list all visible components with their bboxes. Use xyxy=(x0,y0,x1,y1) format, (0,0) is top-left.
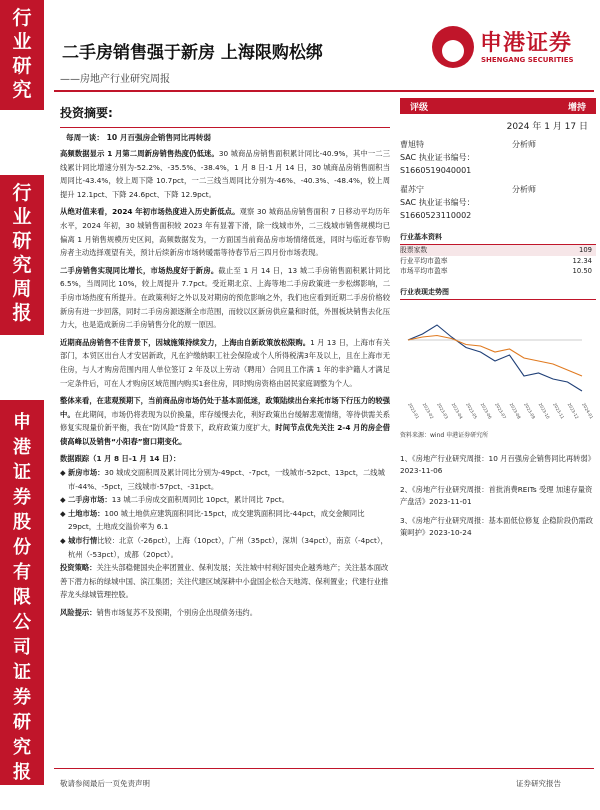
paragraph-4-lead: 近期商品房销售不佳背景下，因城施策持续发力，上海由自新政策放松限购。 xyxy=(60,337,311,347)
sidebar-char: 司 xyxy=(13,637,31,658)
sidebar-char: 究 xyxy=(12,79,32,101)
paragraph-1-body: 30 城商品房销售面积累计同比-40.9%，其中一二三线累计同比增速分别为-52.2%、-35.5%、-38.4%，1 月 8 日-1 月 14 日，30 城商品房销售面积当周同比-43.4%，较上周下降 10.7pct，一二三线当周同比分别为-46%、-40.3%、-48.4%，较上周提升 12.1pct、下降 24.6pct、下降 12.9pct。 xyxy=(60,149,390,199)
sidebar-char: 周 xyxy=(12,278,32,300)
paragraph-4 xyxy=(60,336,390,390)
basic-data-value: 109 xyxy=(579,246,592,254)
paragraph-5-tail: 时间节点优先关注 2-4 月的房企借债高峰以及销售“小阳春”窗口期变化。 xyxy=(60,423,390,446)
risk-text: 销售市场复苏不及预期，个别房企出现债务违约。 xyxy=(96,608,258,617)
investment-strategy xyxy=(60,561,390,602)
sidebar-char: 报 xyxy=(13,762,31,783)
x-tick-label: 2023-09 xyxy=(523,401,537,420)
x-tick-label: 2024-01 xyxy=(581,401,595,420)
review-item-text: 100 城土地供应建筑面积同比-15pct，成交建筑面积同比-44pct，成交金额同比 29pct，土地成交溢价率为 6.1 xyxy=(68,508,365,532)
report-subtitle: ——房地产行业研究周报 xyxy=(60,74,170,85)
weekly-topic: 每周一谈： 10 月百强房企销售同比再转弱 xyxy=(66,133,211,142)
related-report-item[interactable]: 3、《房地产行业研究周报：基本面低位修复 企稳阶段仍需政策呵护》2023-10-24 xyxy=(400,515,594,537)
x-tick-label: 2023-03 xyxy=(436,401,450,420)
basic-data-label: 行业平均市盈率 xyxy=(400,256,448,265)
review-item-label: 土地市场： xyxy=(67,508,105,518)
x-tick-label: 2023-02 xyxy=(421,401,435,420)
sidebar-char: 报 xyxy=(12,302,32,324)
paragraph-2-body: 观察 30 城商品房销售面积 7 日移动平均历年水平，2024 年初，30 城销售面积较 2023 年有显著下滑，除一线城市外，二三线城市销售规模均已偏离 1 月销售规模历史区间，高频数据发为，一方面国当前商品房市场情绪低迷，同时与临近春节购房者主动选择观望有关，预计后续新房市场转暖需等待春节后三四月份市场表现。 xyxy=(60,207,390,258)
analyst-name: 翟苏宁 xyxy=(400,185,424,194)
analyst-role: 分析师 xyxy=(512,140,536,149)
sidebar-char: 业 xyxy=(12,206,32,228)
footer-label: 证券研究报告 xyxy=(516,779,561,788)
x-tick-label: 2023-07 xyxy=(494,401,508,420)
paragraph-1 xyxy=(60,147,390,201)
analyst-cert: S1660523110002 xyxy=(400,211,472,220)
sidebar-char: 公 xyxy=(13,612,31,633)
sidebar-char: 证 xyxy=(13,662,31,683)
rating-value: 增持 xyxy=(567,102,586,113)
logo-emblem-icon xyxy=(432,26,474,68)
abstract-title: 投资摘要: xyxy=(60,106,113,120)
investment-text: 关注头部稳健国央企率团置业、保利发展；关注城中村利好国央企越秀地产；关注基本面改善下潜力标的绿城中国、滨江集团；关注代建区域深耕中小盘国企松合天地湾、保利置业；代建行业推荐龙头绿城管理控股。 xyxy=(60,563,389,600)
sidebar-char: 券 xyxy=(13,687,31,708)
review-item-land: ◆ 土地市场：100 城土地供应建筑面积同比-15pct，成交建筑面积同比-44pct，成交金额同比 29pct，土地成交溢价率为 6.1 xyxy=(60,508,365,532)
sidebar-char: 股 xyxy=(13,512,31,533)
risk-label: 风险提示： xyxy=(60,608,97,617)
logo-name: 申港证券 xyxy=(480,31,573,56)
paragraph-3-body: 截止至 1 月 14 日，13 城二手房销售面积累计同比 6.5%，当周同比 10%，较上周提升 7.7pct。受近期北京、上海等地二手房政策进一步松绑影响，二手房市场热度有所提升。在政策利好之外以及对期房的预危影响之外，我们也应看到近期二手房价格较新房有进一步回落，同时二手房房源逐渐全市范围，而较以区新房供应量和时低，外围板块销售去化压力大，也是造成新房二手房销售分化的原一原因。 xyxy=(60,265,391,330)
analyst-name: 曹旭特 xyxy=(400,140,424,149)
sidebar-char: 行 xyxy=(12,182,32,204)
risk-warning xyxy=(60,606,390,620)
x-tick-label: 2023-10 xyxy=(537,401,551,420)
x-tick-label: 2023-01 xyxy=(407,401,421,420)
company-logo xyxy=(432,22,592,74)
analyst-2 xyxy=(400,183,596,222)
x-tick-label: 2023-08 xyxy=(508,401,522,420)
paragraph-3-lead: 二手房销售实现同比增长，市场热度好于新房。 xyxy=(60,265,219,275)
sidebar-char: 研 xyxy=(12,55,32,77)
report-date: 2024 年 1 月 17 日 xyxy=(506,122,588,132)
series-line-1 xyxy=(408,335,582,376)
rating-label: 评级 xyxy=(410,102,429,113)
series-line-0 xyxy=(408,325,582,391)
trend-chart-svg xyxy=(400,304,595,424)
sidebar-char: 份 xyxy=(13,537,31,558)
paragraph-5 xyxy=(60,394,390,448)
sidebar-char: 究 xyxy=(12,254,32,276)
sidebar-char: 港 xyxy=(13,437,31,458)
basic-data-row xyxy=(400,256,596,267)
review-item-cities: ◆ 城市行情比较：北京（-26pct），上海（10pct），广州（35pct），深圳（34pct），南京（-4pct），杭州（-53pct），成都（20pct）。 xyxy=(60,536,388,559)
basic-data-row xyxy=(400,266,596,277)
sidebar-char: 研 xyxy=(13,712,31,733)
paragraph-2-lead: 从绝对值来看，2024 年初市场热度进入历史新低点。 xyxy=(60,207,240,217)
basic-data-title: 行业基本资料 xyxy=(400,232,596,245)
right-column xyxy=(400,98,596,546)
paragraph-2 xyxy=(60,205,390,259)
sidebar-char: 究 xyxy=(13,737,31,758)
report-title: 二手房销售强于新房 上海限购松绑 xyxy=(62,43,323,63)
related-reports xyxy=(400,453,596,540)
analyst-cert: S1660519040001 xyxy=(400,166,472,175)
x-tick-label: 2023-06 xyxy=(479,401,493,420)
analyst-1 xyxy=(400,138,596,177)
review-item-new-homes: ◆ 新房市场：30 城成交面积周及累计同比分别为-49pct、-7pct，一线城市-52pct、13pct，二线城市-44%、-5pct，三线城市-57pct、-31pct。 xyxy=(60,468,385,491)
analyst-cert-label: SAC 执业证书编号： xyxy=(400,153,475,162)
review-item-text: 30 城成交面积周及累计同比分别为-49pct、-7pct，一线城市-52pct、13pct，二线城市-44%、-5pct，三线城市-57pct、-31pct。 xyxy=(68,468,385,491)
basic-data-value: 12.34 xyxy=(572,256,592,265)
disclaimer-note: 敬请参阅最后一页免责声明 xyxy=(60,779,150,788)
review-item-text: 比较：北京（-26pct），上海（10pct），广州（35pct），深圳（34pct），南京（-4pct），杭州（-53pct），成都（20pct）。 xyxy=(68,536,388,559)
sidebar-char: 研 xyxy=(12,230,32,252)
analyst-cert-label: SAC 执业证书编号： xyxy=(400,198,475,207)
review-item-label: 新房市场： xyxy=(67,468,105,478)
trend-chart-title: 行业表现走势图 xyxy=(400,287,596,300)
data-review-heading: 数据跟踪（1 月 8 日-1 月 14 日）： xyxy=(60,454,181,464)
paragraph-5-body: 在此期间，市场仍将表现为以价换量，库存缓慢去化，利好政策出台缓解悲观情绪，等待供需关系修复实现量价新平衡，我在“防风险”背景下，政府政策力度扩大， xyxy=(60,409,391,433)
x-tick-label: 2023-05 xyxy=(465,401,479,420)
review-item-label: 城市行情 xyxy=(67,536,98,546)
sidebar-company-block xyxy=(0,400,44,808)
sidebar-char: 申 xyxy=(13,412,31,433)
rating-bar xyxy=(400,98,596,114)
sidebar-char: 证 xyxy=(13,462,31,483)
basic-data-value: 10.50 xyxy=(572,267,592,275)
chart-source: 资料来源：wind 申港证券研究所 xyxy=(400,431,489,439)
related-report-item[interactable]: 2、《房地产行业研究周报：首批消费REITs 受理 加速存量资产盘活》2023-11-01 xyxy=(400,484,593,506)
trend-chart xyxy=(400,304,596,428)
header-divider xyxy=(54,90,594,92)
sidebar xyxy=(0,0,44,808)
logo-english: SHENGANG SECURITIES xyxy=(481,56,574,64)
basic-data-label: 股票家数 xyxy=(400,246,428,254)
sidebar-category-block xyxy=(0,0,44,110)
investment-label: 投资策略： xyxy=(60,563,97,573)
abstract-divider xyxy=(60,127,390,128)
footer-divider xyxy=(54,768,594,769)
basic-data-label: 市场平均市盈率 xyxy=(400,267,448,275)
review-item-label: 二手房市场： xyxy=(67,495,112,505)
x-tick-label: 2023-04 xyxy=(450,401,464,420)
basic-data-row xyxy=(400,245,596,256)
sidebar-char: 有 xyxy=(13,562,31,583)
paragraph-3 xyxy=(60,264,390,332)
sidebar-char: 限 xyxy=(13,587,31,608)
paragraph-5-lead: 整体来看，在悲观预期下，当前商品房市场仍处于基本面低迷，政策陆续出台来托市场下行压力的较强中。 xyxy=(60,396,390,419)
sidebar-char: 告 xyxy=(13,787,31,808)
sidebar-char: 行 xyxy=(12,7,32,29)
x-tick-label: 2023-12 xyxy=(566,401,580,420)
paragraph-1-lead: 高频数据显示 1 月第二周新房销售热度仍低迷。 xyxy=(60,149,219,158)
related-report-item[interactable]: 1、《房地产行业研究周报：10 月百强房企销售同比再转弱》2023-11-06 xyxy=(400,453,596,475)
data-review xyxy=(60,452,390,619)
x-tick-label: 2023-11 xyxy=(552,401,566,420)
sidebar-report-type-block xyxy=(0,175,44,335)
sidebar-char: 业 xyxy=(12,31,32,53)
paragraph-4-body: 1 月 13 日，上海市有关部门，本贸区出台人才安居新政，凡在沪缴纳职工社会保险或个人所得税满3年及以上，且在上海市无住房，与人才购房范围内用人单位签订 2 年及以上劳动（聘用）合同且工作满 1 年的非沪籍人才满足一定条件后，可在人才购房区域范围内购买1套住房，同时购房资格由居民家庭调整为个人。 xyxy=(60,337,391,388)
analyst-role: 分析师 xyxy=(512,185,536,194)
review-item-second-hand: ◆ 二手房市场：13 城二手房成交面积周同比 10pct，累计同比 7pct。 xyxy=(60,495,289,505)
main-content xyxy=(60,98,390,620)
sidebar-char: 券 xyxy=(13,487,31,508)
review-item-text: 13 城二手房成交面积周同比 10pct，累计同比 7pct。 xyxy=(111,495,289,505)
